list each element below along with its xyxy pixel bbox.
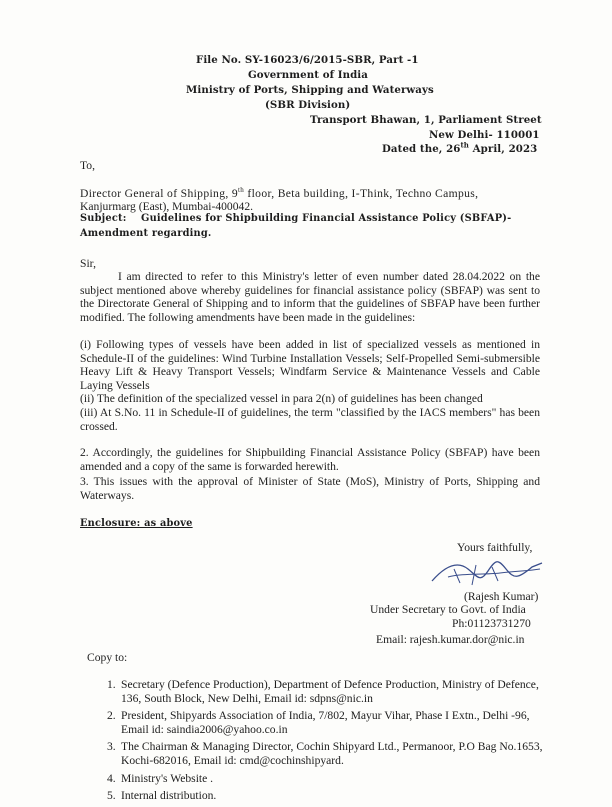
signatory-name: (Rajesh Kumar) [464,590,539,603]
signature-image [428,555,548,591]
copy-to-item [107,678,547,705]
government-name: Government of India [248,69,368,81]
amendment-3: (iii) At S.No. 11 in Schedule-II of guidelines, the term "classified by the IACS members" has been crossed. [80,406,540,433]
letter-date [382,140,538,155]
copy-to-text: Internal distribution. [121,789,217,803]
enclosure-note: Enclosure: as above [80,518,193,529]
signatory-phone: Ph:01123731270 [452,617,531,630]
file-number: File No. SY-16023/6/2015-SBR, Part -1 [196,54,419,66]
recipient-1b: floor, Beta building, I-Think, Techno Campus, [244,187,479,200]
recipient-line-2: Kanjurmarg (East), Mumbai-400042. [80,200,254,213]
signatory-designation: Under Secretary to Govt. of India [370,603,526,616]
amendment-1: (i) Following types of vessels have been added in list of specialized vessels as mentioned in Schedule-II of the guidelines: Wind Turbine Installation Vessels; Self-Propelled Semi-submersible Heavy Lift & Heavy Transport Vessels; Windfarm Service & Maintenance Vessels and Cable Laying Vessels [80,338,540,392]
copy-to-item [107,740,547,767]
copy-to-item [107,789,547,803]
copy-to-text: Ministry's Website . [121,771,214,785]
subject-label: Subject: [80,213,127,224]
to-label: To, [80,159,95,172]
copy-to-label: Copy to: [87,651,128,664]
subject-text: Guidelines for Shipbuilding Financial Assistance Policy (SBFAP)- [141,213,512,224]
ministry-name: Ministry of Ports, Shipping and Waterways [186,84,434,96]
office-city: New Delhi- 110001 [429,129,540,141]
copy-to-text: Secretary (Defence Production), Department of Defence Production, Ministry of Defence, 136, South Block, New Delhi, Email id: sdpns@nic.in [121,678,539,705]
copy-to-num: 5. [107,789,116,803]
copy-to-item [107,709,547,736]
subject-line-2: Amendment regarding. [80,228,212,239]
recipient-sup: th [238,186,245,195]
subject-line-1 [80,213,511,224]
copy-to-num: 4. [107,771,116,785]
amendment-2: (ii) The definition of the specialized vessel in para 2(n) of guidelines has been changed [80,392,483,405]
copy-to-text: The Chairman & Managing Director, Cochin Shipyard Ltd., Permanoor, P.O Bag No.1653, Kochi-682016, Email id: cmd@cochinshipyard. [121,740,543,767]
copy-to-list [107,678,547,807]
copy-to-item [107,772,547,786]
body-paragraph-2: 2. Accordingly, the guidelines for Shipbuilding Financial Assistance Policy (SBFAP) have been amended and a copy of the same is forwarded herewith. [80,446,540,473]
closing-line: Yours faithfully, [457,541,533,554]
date-prefix: Dated the, 26 [382,143,461,155]
office-address: Transport Bhawan, 1, Parliament Street [310,114,542,126]
copy-to-num: 2. [107,709,116,723]
salutation: Sir, [80,257,96,270]
signatory-email: Email: rajesh.kumar.dor@nic.in [376,633,525,646]
date-sup: th [460,140,469,150]
date-suffix: April, 2023 [469,143,538,155]
copy-to-num: 3. [107,740,116,754]
copy-to-num: 1. [107,678,116,691]
recipient-1a: Director General of Shipping, 9 [80,187,238,200]
copy-to-text: President, Shipyards Association of India, 7/802, Mayur Vihar, Phase I Extn., Delhi -96, Email id: saindia2006@yahoo.co.in [121,709,530,736]
recipient-line-1 [80,187,478,201]
division-name: (SBR Division) [265,99,351,111]
body-paragraph-1: I am directed to refer to this Ministry's letter of even number dated 28.04.2022 on the subject mentioned above whereby guidelines for financial assistance policy (SBFAP) was sent to the Directorate General of Shipping and to inform that the guidelines of SBFAP have been further modified. The following amendments have been made in the guidelines: [80,270,540,324]
body-paragraph-3: 3. This issues with the approval of Minister of State (MoS), Ministry of Ports, Shipping and Waterways. [80,475,540,502]
